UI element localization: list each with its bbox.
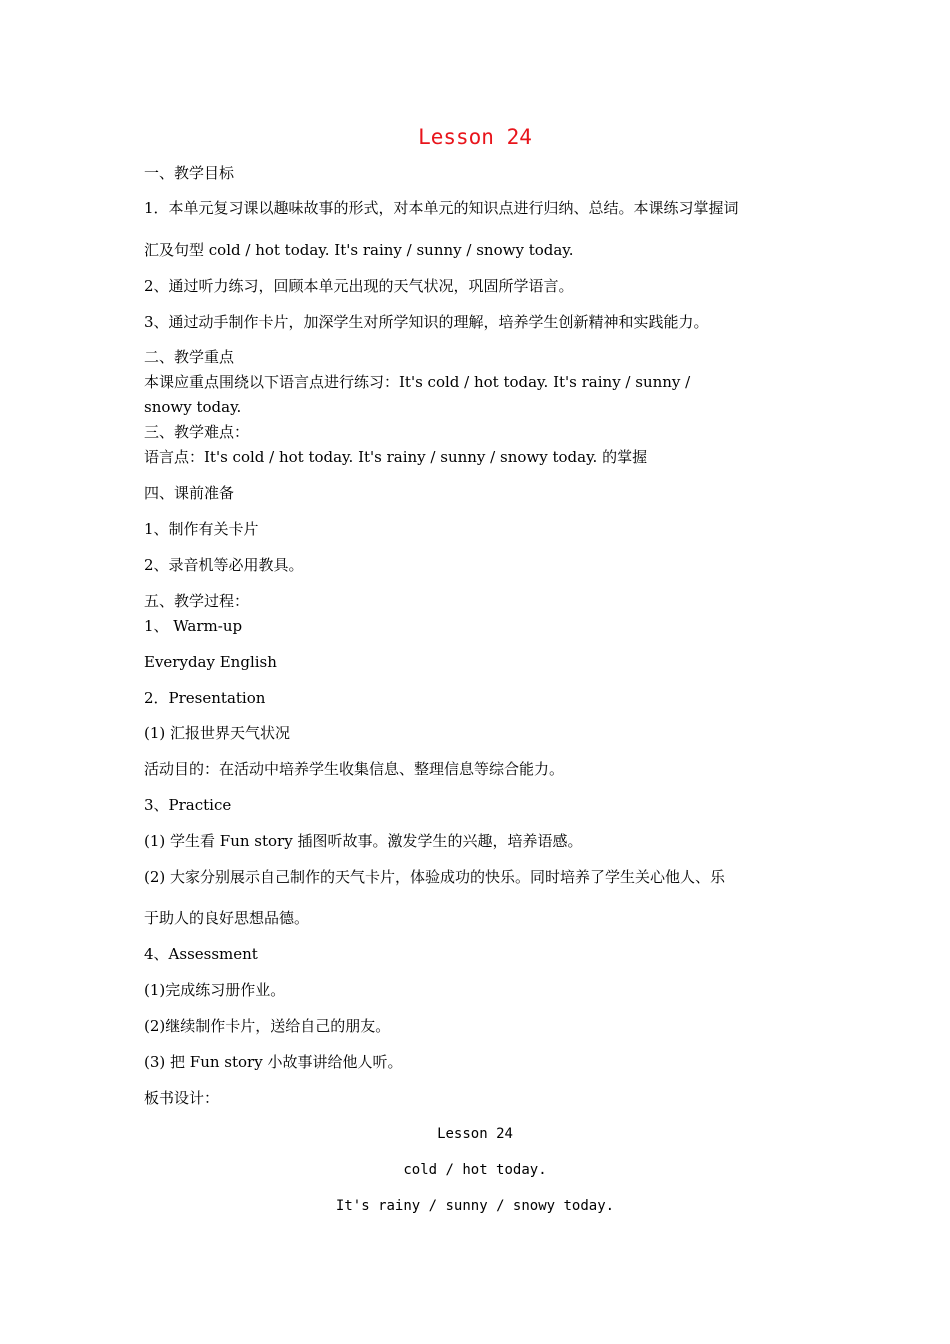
- difficulty-line: 语言点：It's cold / hot today. It's rainy / sunny / snowy today. 的掌握: [144, 448, 648, 466]
- focus-line-1: 本课应重点围绕以下语言点进行练习：It's cold / hot today. It's rainy / sunny /: [144, 373, 691, 391]
- objective-3: 3、通过动手制作卡片，加深学生对所学知识的理解，培养学生创新精神和实践能力。: [144, 313, 709, 331]
- objective-2: 2、通过听力练习，回顾本单元出现的天气状况，巩固所学语言。: [144, 277, 574, 295]
- practice-item-1: (1) 学生看 Fun story 插图听故事。激发学生的兴趣，培养语感。: [144, 832, 583, 850]
- focus-line-2: snowy today.: [144, 398, 242, 416]
- step-presentation: 2．Presentation: [144, 689, 266, 707]
- everyday-english: Everyday English: [144, 653, 277, 671]
- practice-item-2-line-1: (2) 大家分别展示自己制作的天气卡片，体验成功的快乐。同时培养了学生关心他人、乐: [144, 868, 726, 886]
- board-line-2: cold / hot today.: [403, 1162, 547, 1178]
- step-assessment: 4、Assessment: [144, 945, 258, 963]
- preparation-1: 1、制作有关卡片: [144, 520, 259, 538]
- practice-item-2-line-2: 于助人的良好思想品德。: [144, 909, 310, 927]
- lesson-title: Lesson 24: [418, 125, 532, 149]
- preparation-2: 2、录音机等必用教具。: [144, 556, 304, 574]
- step-warm-up: 1、 Warm-up: [144, 617, 243, 635]
- activity-purpose: 活动目的：在活动中培养学生收集信息、整理信息等综合能力。: [144, 760, 565, 778]
- heading-board-design: 板书设计：: [144, 1089, 220, 1107]
- step-practice: 3、Practice: [144, 796, 232, 814]
- assessment-item-2: (2)继续制作卡片，送给自己的朋友。: [144, 1017, 391, 1035]
- heading-teaching-focus: 二、教学重点: [144, 348, 235, 366]
- board-line-3: It's rainy / sunny / snowy today.: [335, 1198, 615, 1214]
- objective-1-line-1: 1．本单元复习课以趣味故事的形式，对本单元的知识点进行归纳、总结。本课练习掌握词: [144, 199, 739, 217]
- objective-1-line-2: 汇及句型 cold / hot today. It's rainy / sunny / snowy today.: [144, 241, 574, 259]
- board-line-1: Lesson 24: [437, 1126, 513, 1142]
- heading-teaching-process: 五、教学过程：: [144, 592, 250, 610]
- assessment-item-3: (3) 把 Fun story 小故事讲给他人听。: [144, 1053, 403, 1071]
- heading-teaching-difficulty: 三、教学难点：: [144, 423, 250, 441]
- heading-teaching-objectives: 一、教学目标: [144, 164, 235, 182]
- assessment-item-1: (1)完成练习册作业。: [144, 981, 286, 999]
- presentation-item-1: (1) 汇报世界天气状况: [144, 724, 291, 742]
- heading-preparation: 四、课前准备: [144, 484, 235, 502]
